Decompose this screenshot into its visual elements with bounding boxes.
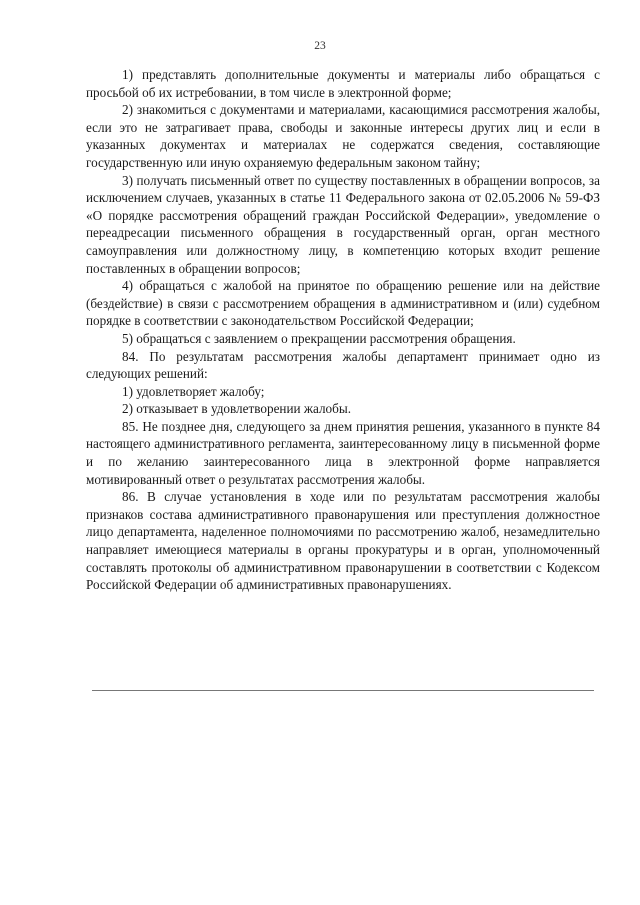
page-number: 23 (314, 40, 326, 52)
paragraph-85-response: 85. Не позднее дня, следующего за днем принятия решения, указанного в пункте 84 настоящего административного регламента, заинтересованному лицу в письменной форме и по желанию заинтересованного лица в электронной форме направляется мотивированный ответ о результатах рассмотрения жалобы. (86, 418, 600, 487)
section-divider (92, 690, 594, 691)
paragraph-right-5-terminate: 5) обращаться с заявлением о прекращении рассмотрения обращения. (122, 330, 516, 346)
paragraph-right-2-review-materials: 2) знакомиться с документами и материалами, касающимися рассмотрения жалобы, если это не затрагивает права, свободы и законные интересы других лиц и если в указанных документах и материалах не содержатся сведения, составляющие государственную или иную охраняемую федеральным законом тайну; (86, 102, 600, 170)
paragraph-right-1-request-documents: 1) представлять дополнительные документы и материалы либо обращаться с просьбой об их истребовании, в том числе в электронной форме; (86, 67, 600, 100)
paragraph-84-option-1: 1) удовлетворяет жалобу; (122, 383, 265, 399)
paragraph-right-4-appeal: 4) обращаться с жалобой на принятое по обращению решение или на действие (бездействие) в связи с рассмотрением обращения в административном и (или) судебном порядке в соответствии с законодательством Российской Федерации; (86, 278, 600, 329)
paragraph-86-violations: 86. В случае установления в ходе или по результатам рассмотрения жалобы признаков состава административного правонарушения или преступления должностное лицо департамента, наделенное полномочиями по рассмотрению жалоб, незамедлительно направляет имеющиеся материалы в органы прокуратуры и в орган, уполномоченный составлять протоколы об административном правонарушении в соответствии с Кодексом Российской Федерации об административных правонарушениях. (86, 489, 600, 593)
document-body (86, 66, 600, 594)
paragraph-right-3-written-answer: 3) получать письменный ответ по существу поставленных в обращении вопросов, за исключением случаев, указанных в статье 11 Федерального закона от 02.05.2006 № 59-ФЗ «О порядке рассмотрения обращений граждан Российской Федерации», уведомление о переадресации письменного обращения в государственный орган, орган местного самоуправления или должностному лицу, в компетенцию которых входит решение поставленных в обращении вопросов; (86, 172, 600, 276)
paragraph-84-decisions: 84. По результатам рассмотрения жалобы департамент принимает одно из следующих решений: (86, 348, 600, 382)
paragraph-84-option-2: 2) отказывает в удовлетворении жалобы. (122, 401, 352, 417)
